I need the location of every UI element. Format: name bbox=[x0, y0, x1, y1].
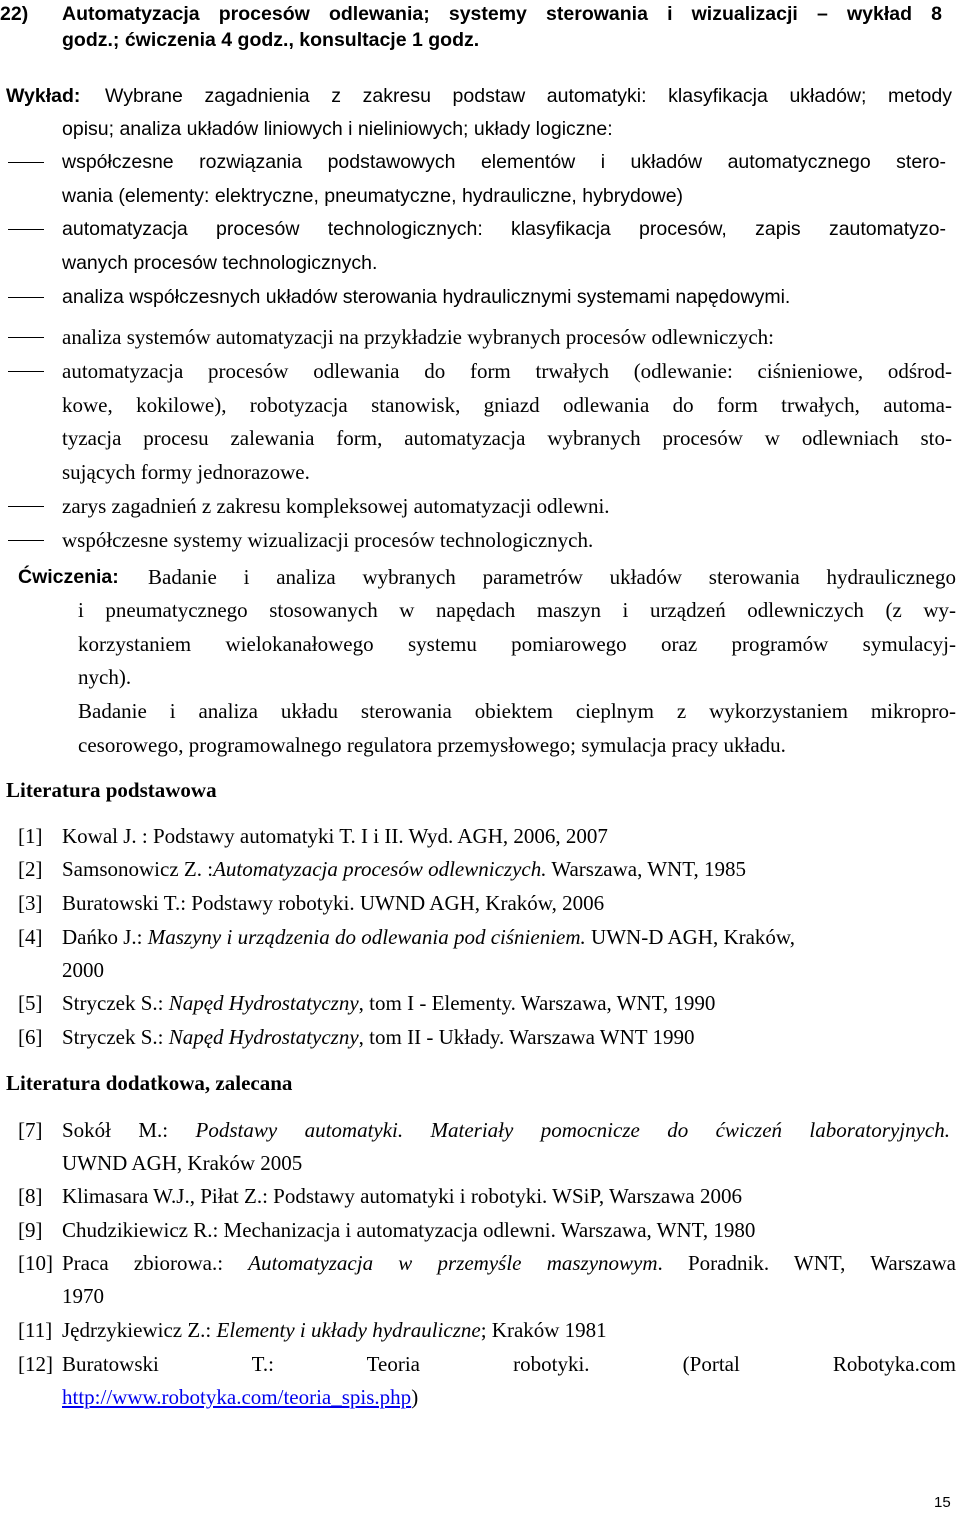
lecture-intro-line2: opisu; analiza układów liniowych i nieliniowych; układy logiczne: bbox=[62, 118, 613, 140]
section-title-line1: Automatyzacja procesów odlewania; systemy sterowania i wizualizacji – wykład 8 bbox=[62, 3, 942, 25]
lecture-item-5-line4: sujących formy jednorazowe. bbox=[62, 460, 310, 484]
page-number: 15 bbox=[934, 1494, 951, 1511]
ref-text: Stryczek S.: bbox=[62, 991, 169, 1015]
lecture-item-1-line1: współczesne rozwiązania podstawowych elementów i układów automatycznego stero- bbox=[62, 151, 946, 173]
ref-text: UWN-D AGH, Kraków, bbox=[585, 925, 795, 949]
ref-text: Buratowski T.: Podstawy robotyki. UWND AGH, Kraków, 2006 bbox=[62, 891, 605, 915]
ref-text: Praca zbiorowa.: bbox=[62, 1251, 249, 1275]
ref-title: Elementy i układy hydrauliczne bbox=[216, 1318, 481, 1342]
ref-number: [4] bbox=[18, 925, 43, 949]
ref-text: Sokół M.: bbox=[62, 1118, 196, 1142]
ref-title: Podstawy automatyki. Materiały pomocnicze do ćwiczeń laboratoryjnych. bbox=[195, 1118, 950, 1142]
ref-text: ) bbox=[411, 1385, 419, 1409]
lecture-item-5-line3: tyzacja procesu zalewania form, automatyzacja wybranych procesów w odlewniach sto- bbox=[62, 426, 952, 450]
ref-text: ; Kraków 1981 bbox=[480, 1318, 607, 1342]
ref-2 bbox=[62, 857, 746, 881]
bullet-dash bbox=[8, 297, 44, 298]
ref-number: [11] bbox=[18, 1318, 53, 1342]
ref-10 bbox=[62, 1251, 956, 1275]
ref-11 bbox=[62, 1318, 607, 1342]
ref-text: Dańko J.: bbox=[62, 925, 148, 949]
ref-title: Maszyny i urządzenia do odlewania pod ciśnieniem. bbox=[147, 925, 586, 949]
lit-extra-heading: Literatura dodatkowa, zalecana bbox=[6, 1071, 293, 1095]
ref-5 bbox=[62, 991, 715, 1015]
lecture-item-4: analiza systemów automatyzacji na przykładzie wybranych procesów odlewniczych: bbox=[62, 325, 774, 349]
ref-7-cont: UWND AGH, Kraków 2005 bbox=[62, 1151, 303, 1175]
section-number: 22) bbox=[0, 3, 29, 25]
lecture-intro-line1: Wybrane zagadnienia z zakresu podstaw automatyki: klasyfikacja układów; metody bbox=[105, 85, 952, 107]
bullet-dash bbox=[8, 337, 44, 338]
ref-text: Klimasara W.J., Piłat Z.: Podstawy automatyki i robotyki. WSiP, Warszawa 2006 bbox=[62, 1184, 742, 1208]
lecture-item-2-line1: automatyzacja procesów technologicznych: klasyfikacja procesów, zapis zautomatyzo- bbox=[62, 218, 946, 240]
ref-number: [6] bbox=[18, 1025, 43, 1049]
ref-text: Kowal J. : Podstawy automatyki T. I i II. Wyd. AGH, 2006, 2007 bbox=[62, 824, 608, 848]
lecture-item-5-line2: kowe, kokilowe), robotyzacja stanowisk, gniazd odlewania do form trwałych, automa- bbox=[62, 393, 952, 417]
ref-title: Automatyzacja w przemyśle maszynowym bbox=[248, 1251, 658, 1275]
robotyka-link[interactable]: http://www.robotyka.com/teoria_spis.php bbox=[62, 1385, 412, 1409]
lecture-item-3: analiza współczesnych układów sterowania hydraulicznymi systemami napędowymi. bbox=[62, 286, 791, 308]
ref-number: [7] bbox=[18, 1118, 43, 1142]
ref-title: Automatyzacja procesów odlewniczych. bbox=[213, 857, 547, 881]
ref-number: [3] bbox=[18, 891, 43, 915]
ref-number: [5] bbox=[18, 991, 43, 1015]
exercises-p1-line1: i pneumatycznego stosowanych w napędach maszyn i urządzeń odlewniczych (z wy- bbox=[78, 598, 956, 622]
exercises-line1: Badanie i analiza wybranych parametrów układów sterowania hydraulicznego bbox=[148, 565, 956, 589]
exercises-label: Ćwiczenia: bbox=[18, 566, 119, 588]
exercises-p2-line2: cesorowego, programowalnego regulatora przemysłowego; symulacja pracy układu. bbox=[78, 733, 786, 757]
ref-10-cont: 1970 bbox=[62, 1284, 104, 1308]
bullet-dash bbox=[8, 540, 44, 541]
exercises-p1-line3: nych). bbox=[78, 665, 132, 689]
section-title-line2: godz.; ćwiczenia 4 godz., konsultacje 1 godz. bbox=[62, 29, 480, 51]
ref-4 bbox=[62, 925, 795, 949]
lecture-item-1-line2: wania (elementy: elektryczne, pneumatyczne, hydrauliczne, hybrydowe) bbox=[62, 185, 684, 207]
ref-text: , tom I - Elementy. Warszawa, WNT, 1990 bbox=[358, 991, 716, 1015]
ref-7 bbox=[62, 1118, 950, 1142]
ref-number: [9] bbox=[18, 1218, 43, 1242]
ref-text: Samsonowicz Z. : bbox=[62, 857, 214, 881]
ref-1 bbox=[62, 824, 608, 848]
exercises-p1-line2: korzystaniem wielokanałowego systemu pomiarowego oraz programów symulacyj- bbox=[78, 632, 956, 656]
bullet-dash bbox=[8, 229, 44, 230]
bullet-dash bbox=[8, 371, 44, 372]
ref-12-cont bbox=[62, 1385, 418, 1409]
ref-number: [2] bbox=[18, 857, 43, 881]
lit-basic-heading: Literatura podstawowa bbox=[6, 778, 217, 802]
ref-text: Stryczek S.: bbox=[62, 1025, 169, 1049]
bullet-dash bbox=[8, 162, 44, 163]
ref-4-cont: 2000 bbox=[62, 958, 104, 982]
ref-text: Jędrzykiewicz Z.: bbox=[62, 1318, 217, 1342]
ref-number: [10] bbox=[18, 1251, 53, 1275]
lecture-item-5-line1: automatyzacja procesów odlewania do form trwałych (odlewanie: ciśnieniowe, odśrod- bbox=[62, 359, 952, 383]
lecture-label: Wykład: bbox=[6, 85, 81, 107]
exercises-p2-line1: Badanie i analiza układu sterowania obiektem cieplnym z wykorzystaniem mikropro- bbox=[78, 699, 956, 723]
ref-text: Chudzikiewicz R.: Mechanizacja i automatyzacja odlewni. Warszawa, WNT, 1980 bbox=[62, 1218, 756, 1242]
ref-9 bbox=[62, 1218, 755, 1242]
ref-number: [1] bbox=[18, 824, 43, 848]
ref-text: Warszawa, WNT, 1985 bbox=[546, 857, 746, 881]
ref-number: [8] bbox=[18, 1184, 43, 1208]
bullet-dash bbox=[8, 506, 44, 507]
ref-text: , tom II - Układy. Warszawa WNT 1990 bbox=[358, 1025, 695, 1049]
ref-text: . Poradnik. WNT, Warszawa bbox=[657, 1251, 957, 1275]
ref-3 bbox=[62, 891, 604, 915]
lecture-item-2-line2: wanych procesów technologicznych. bbox=[62, 252, 378, 274]
ref-12: Buratowski T.: Teoria robotyki. (Portal Robotyka.com bbox=[62, 1352, 956, 1376]
lecture-item-6: zarys zagadnień z zakresu kompleksowej automatyzacji odlewni. bbox=[62, 494, 610, 518]
ref-title: Napęd Hydrostatyczny bbox=[168, 1025, 359, 1049]
ref-title: Napęd Hydrostatyczny bbox=[168, 991, 359, 1015]
lecture-item-7: współczesne systemy wizualizacji procesów technologicznych. bbox=[62, 528, 594, 552]
ref-6 bbox=[62, 1025, 694, 1049]
ref-8 bbox=[62, 1184, 742, 1208]
ref-number: [12] bbox=[18, 1352, 53, 1376]
